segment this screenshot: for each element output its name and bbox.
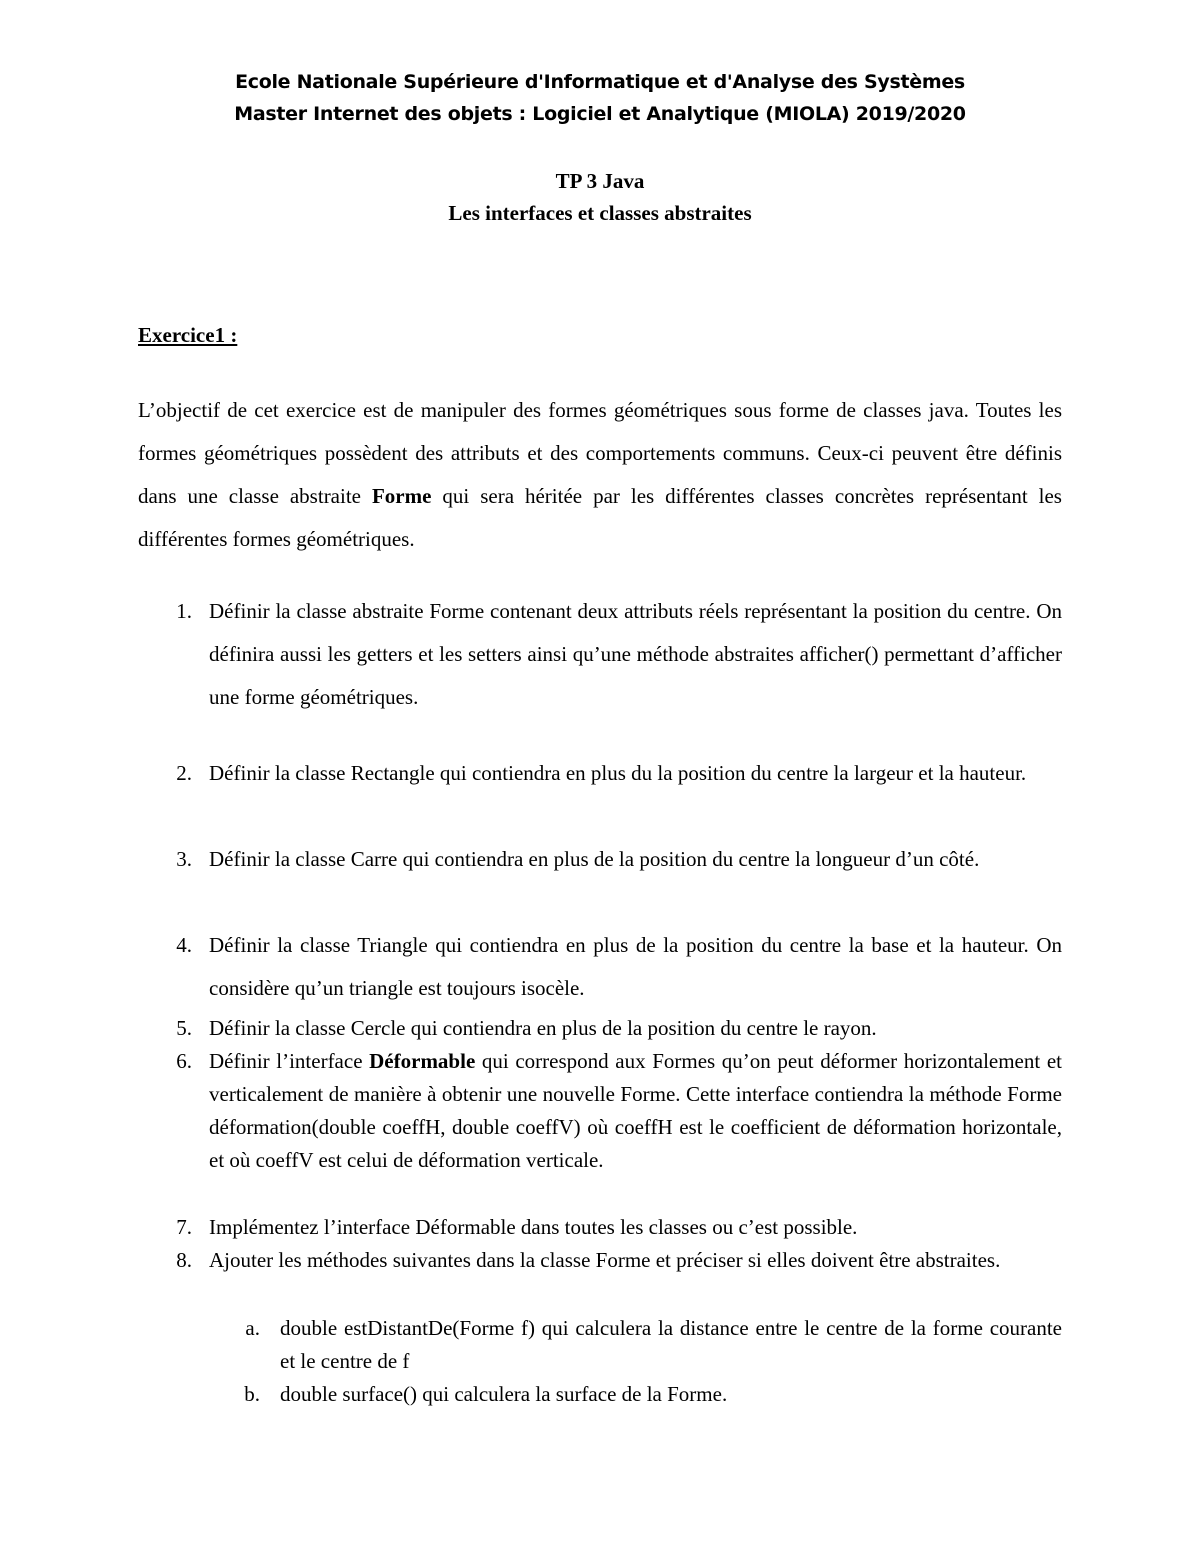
list-item-text: Implémentez l’interface Déformable dans toutes les classes ou c’est possible. xyxy=(209,1215,858,1239)
list-item-text: Définir la classe Cercle qui contiendra en plus de la position du centre le rayon. xyxy=(209,1016,877,1040)
list-item-number: 7. xyxy=(176,1215,192,1239)
tp-subtitle: Les interfaces et classes abstraites xyxy=(448,201,752,225)
list-item-number: 6. xyxy=(176,1049,192,1073)
sub-list-item-letter: b. xyxy=(244,1382,260,1406)
item-6-text-end: qui correspond aux Formes qu’on peut déformer horizontalement et verticalement de manière à obtenir une nouvelle Forme. Cette interface contiendra la méthode Forme déformation(double coeffH, double coeffV) où coeffH est le coefficient de déformation horizontale, et où coeffV est celui de déformation verticale. xyxy=(209,1049,1062,1172)
master-program: Master Internet des objets : Logiciel et Analytique (MIOLA) 2019/2020 xyxy=(234,103,966,125)
list-item-number: 5. xyxy=(176,1016,192,1040)
list-item-number: 3. xyxy=(176,847,192,871)
intro-text-start: L’objectif de cet exercice est de manipuler des formes géométriques sous forme de classes java. Toutes les formes géométriques possèdent des attributs et des comportements communs. Ceux-ci peuvent être définis dans une classe abstraite xyxy=(138,398,1062,508)
exercise-intro xyxy=(138,389,1062,561)
exercise-heading: Exercice1 : xyxy=(138,323,238,347)
list-item-number: 2. xyxy=(176,761,192,785)
tp-title: TP 3 Java xyxy=(555,169,645,193)
list-item-number: 1. xyxy=(176,599,192,623)
item-6-bold-deformable: Déformable xyxy=(369,1049,476,1073)
list-item-text: Définir la classe abstraite Forme contenant deux attributs réels représentant la position du centre. On définira aussi les getters et les setters ainsi qu’une méthode abstraites afficher() permettant d’afficher une forme géométriques. xyxy=(209,599,1062,709)
sub-list-item-text: double surface() qui calculera la surface de la Forme. xyxy=(280,1382,728,1406)
list-item-number: 4. xyxy=(176,933,192,957)
list-item-text: Définir la classe Rectangle qui contiendra en plus du la position du centre la largeur et la hauteur. xyxy=(209,761,1027,785)
list-item-text: Ajouter les méthodes suivantes dans la classe Forme et préciser si elles doivent être abstraites. xyxy=(209,1248,1001,1272)
sub-list-item-letter: a. xyxy=(245,1316,260,1340)
intro-text-end: qui sera héritée par les différentes classes concrètes représentant les différentes formes géométriques. xyxy=(138,484,1062,551)
list-item-text: Définir la classe Carre qui contiendra en plus de la position du centre la longueur d’un côté. xyxy=(209,847,980,871)
item-6-text-start: Définir l’interface xyxy=(209,1049,370,1073)
list-item-text: Définir la classe Triangle qui contiendra en plus de la position du centre la base et la hauteur. On considère qu’un triangle est toujours isocèle. xyxy=(209,933,1062,1000)
intro-bold-forme: Forme xyxy=(371,484,432,508)
list-item-text xyxy=(209,1045,1062,1177)
sub-list-item-text: double estDistantDe(Forme f) qui calculera la distance entre le centre de la forme courante et le centre de f xyxy=(280,1316,1062,1373)
school-name: Ecole Nationale Supérieure d'Informatique et d'Analyse des Systèmes xyxy=(235,71,965,93)
list-item-number: 8. xyxy=(176,1248,192,1272)
